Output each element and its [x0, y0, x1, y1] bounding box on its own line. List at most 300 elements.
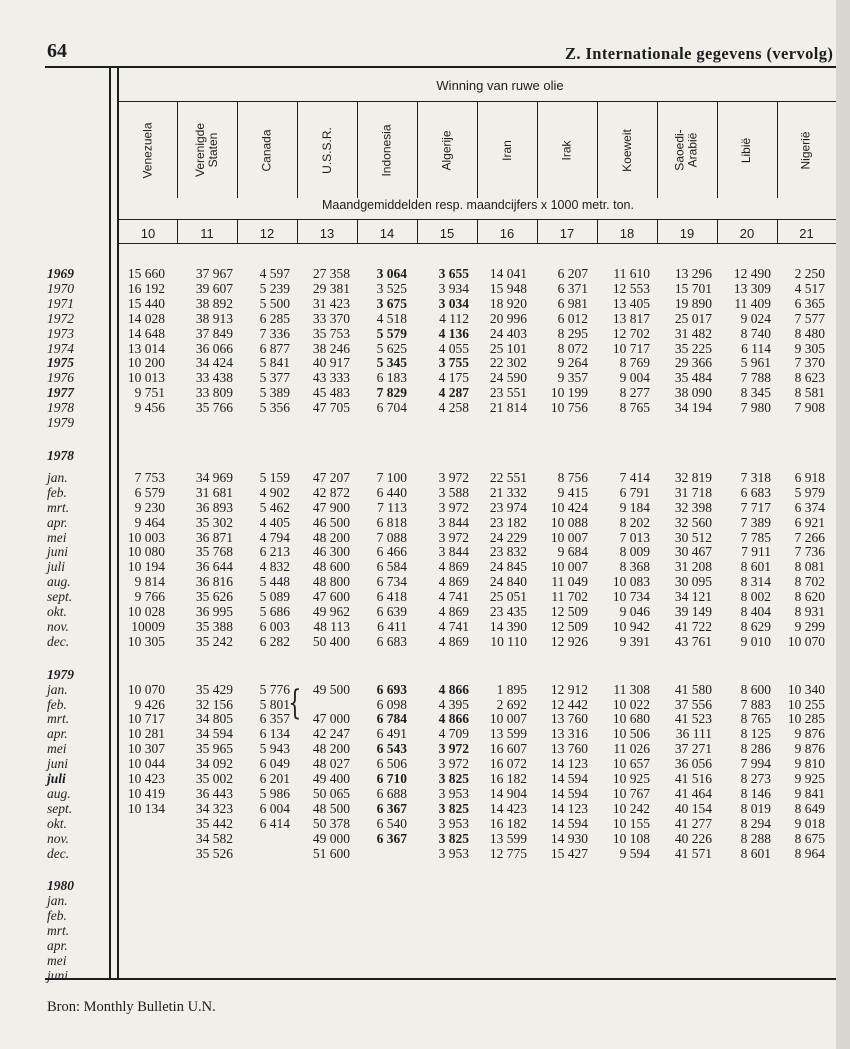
table-cell: 38 913	[195, 310, 233, 326]
page-number: 64	[47, 40, 67, 62]
table-cell: 10 155	[612, 815, 650, 831]
column-header-label: Iran	[499, 139, 514, 161]
table-cell: 41 580	[674, 681, 712, 697]
table-cell: 9 684	[557, 544, 588, 560]
table-cell: 6 285	[259, 310, 290, 326]
column-header	[119, 108, 177, 192]
table-cell: 7 883	[740, 696, 771, 712]
table-cell: 21 814	[489, 400, 527, 416]
table-cell: 10 424	[550, 499, 588, 515]
table-cell: 3 675	[376, 295, 407, 311]
table-cell: 9 357	[557, 370, 588, 386]
table-cell: 10 734	[612, 589, 650, 605]
table-cell: 36 111	[675, 726, 712, 742]
table-cell: 14 041	[489, 266, 527, 281]
table-cell: 35 753	[312, 325, 350, 341]
table-cell: 5 801	[259, 696, 290, 712]
table-cell: 15 660	[127, 266, 165, 281]
table-cell: 4 136	[438, 325, 469, 341]
table-cell: 16 607	[489, 741, 527, 757]
table-cell: 37 271	[674, 741, 712, 757]
table-cell: 7 911	[741, 544, 771, 560]
table-cell: 6 282	[259, 633, 290, 649]
column-number: 12	[259, 226, 275, 241]
table-cell: 46 500	[312, 514, 350, 530]
table-cell: 9 876	[794, 726, 825, 742]
column-number: 16	[499, 226, 515, 241]
column-header-label: Indonesia	[379, 123, 394, 177]
column-number-rule-bottom	[119, 243, 836, 244]
table-cell: 7 336	[259, 325, 290, 341]
table-cell: 23 832	[489, 544, 527, 560]
row-label: dec.	[47, 633, 70, 649]
table-cell: 21 332	[489, 484, 527, 500]
table-cell: 4 741	[438, 618, 469, 634]
row-label: mei	[47, 741, 67, 757]
table-cell: 8 765	[740, 711, 771, 727]
table-super-header: Winning van ruwe olie	[436, 78, 564, 93]
table-cell: 6 466	[376, 544, 407, 560]
table-cell: 4 741	[438, 589, 469, 605]
column-number: 13	[319, 226, 335, 241]
column-header	[297, 108, 357, 192]
table-cell: 34 805	[195, 711, 233, 727]
table-cell: 15 440	[127, 295, 165, 311]
table-cell: 48 027	[312, 756, 350, 772]
table-cell: 6 365	[794, 295, 825, 311]
table-cell: 34 424	[195, 355, 233, 371]
table-cell: 3 844	[438, 544, 469, 560]
table-cell: 16 192	[127, 280, 165, 296]
table-cell: 14 648	[127, 325, 165, 341]
table-cell: 35 002	[195, 771, 233, 786]
table-cell: 10 305	[127, 633, 165, 649]
table-cell: 10 657	[612, 756, 650, 772]
table-cell: 4 866	[438, 681, 469, 697]
table-cell: 10 767	[612, 785, 650, 801]
table-cell: 6 918	[794, 469, 825, 485]
table-cell: 3 844	[438, 514, 469, 530]
row-label: juni	[47, 967, 69, 983]
table-cell: 10 013	[127, 370, 165, 386]
table-cell: 27 358	[312, 266, 350, 281]
table-cell: 9 004	[619, 370, 650, 386]
table-cell: 47 900	[312, 499, 350, 515]
table-cell: 12 702	[612, 325, 650, 341]
table-cell: 5 448	[259, 574, 290, 590]
column-header-label: Venezuela	[140, 121, 155, 179]
table-cell: 35 768	[195, 544, 233, 560]
table-cell: 40 226	[674, 830, 712, 846]
row-label: mrt.	[47, 711, 70, 727]
column-number: 21	[799, 226, 814, 241]
table-cell: 4 055	[438, 340, 469, 356]
table-cell: 32 819	[674, 469, 712, 485]
table-cell: 10 717	[127, 711, 165, 727]
column-header-label: Irak	[559, 139, 574, 161]
row-label: juli	[47, 559, 66, 575]
row-label: sept.	[47, 800, 73, 816]
row-label: juni	[47, 756, 69, 772]
table-cell: 8 273	[740, 771, 771, 786]
table-cell: 35 626	[195, 589, 233, 605]
row-label: feb.	[47, 908, 67, 924]
table-cell: 4 597	[259, 266, 290, 281]
table-cell: 6 367	[376, 800, 407, 816]
table-cell: 15 948	[489, 280, 527, 296]
table-cell: 12 490	[733, 266, 771, 281]
row-label: apr.	[47, 726, 68, 742]
column-number: 10	[140, 226, 156, 241]
table-cell: 4 517	[794, 280, 825, 296]
table-cell: 8 019	[740, 800, 771, 816]
table-cell: 3 972	[438, 741, 469, 757]
table-cell: 6 734	[376, 574, 407, 590]
table-cell: 6 693	[376, 681, 407, 697]
row-label: 1971	[47, 295, 74, 311]
table-cell: 1 895	[496, 681, 527, 697]
table-cell: 13 316	[550, 726, 588, 742]
table-cell: 48 600	[312, 559, 350, 575]
table-cell: 5 625	[376, 340, 407, 356]
row-label: jan.	[47, 893, 68, 909]
table-cell: 13 296	[674, 266, 712, 281]
table-cell: 49 500	[312, 681, 350, 697]
table-cell: 9 464	[134, 514, 165, 530]
section-heading: 1978	[47, 447, 74, 463]
table-cell: 9 230	[134, 499, 165, 515]
table-cell: 8 286	[740, 741, 771, 757]
table-cell: 6 414	[259, 815, 290, 831]
table-cell: 4 287	[438, 385, 469, 401]
row-label: jan.	[47, 681, 68, 697]
table-cell: 31 681	[195, 484, 233, 500]
table-cell: 36 893	[195, 499, 233, 515]
table-cell: 38 246	[312, 340, 350, 356]
column-header-label: Koeweit	[619, 128, 634, 172]
table-cell: 12 912	[550, 681, 588, 697]
table-cell: 14 594	[550, 785, 588, 801]
table-cell: 11 308	[613, 681, 650, 697]
row-label: jan.	[47, 469, 68, 485]
table-cell: 14 123	[550, 800, 588, 816]
table-cell: 14 390	[489, 618, 527, 634]
table-cell: 10 242	[612, 800, 650, 816]
table-cell: 18 920	[489, 295, 527, 311]
table-cell: 6 411	[377, 618, 407, 634]
table-cell: 8 314	[740, 574, 771, 590]
table-cell: 37 849	[195, 325, 233, 341]
page-title: Z. Internationale gegevens (vervolg)	[565, 44, 834, 63]
table-cell: 19 890	[674, 295, 712, 311]
table-cell: 8 620	[794, 589, 825, 605]
row-label: 1974	[47, 340, 74, 356]
row-label: feb.	[47, 696, 67, 712]
table-cell: 11 049	[551, 574, 588, 590]
table-cell: 9 184	[619, 499, 650, 515]
table-cell: 10 070	[127, 681, 165, 697]
table-cell: 7 414	[619, 469, 650, 485]
table-cell: 13 760	[550, 711, 588, 727]
table-cell: 7 753	[134, 469, 165, 485]
table-cell: 29 381	[312, 280, 350, 296]
row-label: 1969	[47, 266, 74, 281]
table-cell: 7 370	[794, 355, 825, 371]
table-cell: 4 405	[259, 514, 290, 530]
table-cell: 50 378	[312, 815, 350, 831]
table-cell: 43 761	[674, 633, 712, 649]
table-cell: 11 610	[613, 266, 650, 281]
row-label: mei	[47, 952, 67, 968]
table-cell: 10 925	[612, 771, 650, 786]
table-cell: 5 356	[259, 400, 290, 416]
table-cell: 34 969	[195, 469, 233, 485]
table-cell: 35 388	[195, 618, 233, 634]
column-header-label: Saoedi- Arabië	[673, 129, 700, 171]
row-label: okt.	[47, 604, 67, 619]
table-cell: 31 423	[312, 295, 350, 311]
table-cell: 36 816	[195, 574, 233, 590]
table-cell: 13 599	[489, 830, 527, 846]
table-cell: 48 200	[312, 529, 350, 545]
table-cell: 31 208	[674, 559, 712, 575]
row-label: 1979	[47, 415, 74, 430]
table-cell: 9 415	[557, 484, 588, 500]
table-cell: 36 644	[195, 559, 233, 575]
table-cell: 34 092	[195, 756, 233, 772]
table-cell: 8 009	[619, 544, 650, 560]
table-cell: 4 902	[259, 484, 290, 500]
table-cell: 35 442	[195, 815, 233, 831]
column-number: 17	[559, 226, 575, 241]
table-cell: 4 175	[438, 370, 469, 386]
table-cell: 5 377	[259, 370, 290, 386]
table-cell: 9 456	[134, 400, 165, 416]
table-cell: 8 002	[740, 589, 771, 605]
table-cell: 5 345	[376, 355, 407, 371]
table-cell: 48 500	[312, 800, 350, 816]
table-cell: 25 017	[674, 310, 712, 326]
table-cell: 13 309	[733, 280, 771, 296]
table-cell: 7 577	[794, 310, 825, 326]
row-label: nov.	[47, 830, 69, 846]
column-header	[177, 108, 237, 192]
table-cell: 3 064	[376, 266, 407, 281]
table-cell: 30 512	[674, 529, 712, 545]
table-cell: 6 683	[740, 484, 771, 500]
table-cell: 10 717	[612, 340, 650, 356]
table-cell: 4 869	[438, 604, 469, 619]
table-cell: 41 277	[674, 815, 712, 831]
table-cell: 50 065	[312, 785, 350, 801]
table-cell: 8 125	[740, 726, 771, 742]
table-cell: 6 704	[376, 400, 407, 416]
table-cell: 9 925	[794, 771, 825, 786]
label-column-divider-inner	[117, 66, 119, 978]
table-cell: 34 323	[195, 800, 233, 816]
table-cell: 23 182	[489, 514, 527, 530]
table-cell: 7 736	[794, 544, 825, 560]
table-cell: 6 357	[259, 711, 290, 727]
table-cell: 36 871	[195, 529, 233, 545]
table-cell: 4 112	[439, 310, 469, 326]
column-header	[657, 108, 717, 192]
table-cell: 8 072	[557, 340, 588, 356]
table-cell: 13 817	[612, 310, 650, 326]
table-cell: 10 007	[550, 529, 588, 545]
table-cell: 10 028	[127, 604, 165, 619]
table-cell: 5 979	[794, 484, 825, 500]
table-cell: 16 182	[489, 771, 527, 786]
table-cell: 5 159	[259, 469, 290, 485]
table-cell: 47 000	[312, 711, 350, 727]
table-cell: 36 056	[674, 756, 712, 772]
column-header-label: Canada	[259, 128, 274, 172]
table-cell: 10 255	[787, 696, 825, 712]
table-cell: 8 765	[619, 400, 650, 416]
table-cell: 39 607	[195, 280, 233, 296]
table-cell: 50 400	[312, 633, 350, 649]
column-number: 18	[619, 226, 635, 241]
table-cell: 3 972	[438, 529, 469, 545]
table-cell: 3 953	[438, 785, 469, 801]
row-label: aug.	[47, 785, 71, 801]
table-cell: 3 953	[438, 815, 469, 831]
row-label: sept.	[47, 589, 73, 605]
row-label: 1976	[47, 370, 74, 386]
table-cell: 7 785	[740, 529, 771, 545]
table-cell: 10 756	[550, 400, 588, 416]
table-cell: 5 686	[259, 604, 290, 619]
table-cell: 3 972	[438, 756, 469, 772]
table-cell: 24 845	[489, 559, 527, 575]
table-cell: 6 003	[259, 618, 290, 634]
table-cell: 47 705	[312, 400, 350, 416]
table-cell: 6 418	[376, 589, 407, 605]
table-cell: 8 756	[557, 469, 588, 485]
table-cell: 5 462	[259, 499, 290, 515]
table-cell: 13 599	[489, 726, 527, 742]
table-cell: 8 740	[740, 325, 771, 341]
table-cell: 7 829	[376, 385, 407, 401]
table-cell: 6 921	[794, 514, 825, 530]
table-cell: 35 965	[195, 741, 233, 757]
table-cell: 7 266	[794, 529, 825, 545]
table-cell: 38 892	[195, 295, 233, 311]
table-cell: 8 480	[794, 325, 825, 341]
table-cell: 48 200	[312, 741, 350, 757]
table-cell: 7 389	[740, 514, 771, 530]
table-cell: 2 692	[496, 696, 527, 712]
table-cell: 3 655	[438, 266, 469, 281]
table-cell: 34 194	[674, 400, 712, 416]
table-cell: 7 980	[740, 400, 771, 416]
table-cell: 30 095	[674, 574, 712, 590]
table-cell: 9 024	[740, 310, 771, 326]
table-cell: 22 302	[489, 355, 527, 371]
table-cell: 49 962	[312, 604, 350, 619]
table-cell: 8 769	[619, 355, 650, 371]
table-cell: 6 877	[259, 340, 290, 356]
table-cell: 5 089	[259, 589, 290, 605]
table-cell: 8 581	[794, 385, 825, 401]
table-cell: 7 113	[377, 499, 407, 515]
table-cell: 41 464	[674, 785, 712, 801]
table-cell: 41 571	[674, 845, 712, 861]
table-cell: 10 070	[787, 633, 825, 649]
table-cell: 8 675	[794, 830, 825, 846]
table-cell: 12 509	[550, 604, 588, 619]
table-cell: 35 484	[674, 370, 712, 386]
table-cell: 10 110	[490, 633, 527, 649]
table-cell: 3 972	[438, 469, 469, 485]
table-cell: 10 340	[787, 681, 825, 697]
table-cell: 9 814	[134, 574, 165, 590]
table-cell: 15 701	[674, 280, 712, 296]
column-header	[417, 108, 477, 192]
table-cell: 8 277	[619, 385, 650, 401]
table-cell: 7 013	[619, 529, 650, 545]
column-header	[357, 108, 417, 192]
table-cell: 8 288	[740, 830, 771, 846]
bottom-rule	[45, 978, 836, 980]
table-cell: 38 090	[674, 385, 712, 401]
table-cell: 3 825	[438, 800, 469, 816]
table-cell: 9 766	[134, 589, 165, 605]
table-cell: 9 305	[794, 340, 825, 356]
table-cell: 14 594	[550, 815, 588, 831]
table-cell: 10 200	[127, 355, 165, 371]
table-cell: 9 018	[794, 815, 825, 831]
table-cell: 47 600	[312, 589, 350, 605]
table-cell: 3 953	[438, 845, 469, 861]
table-cell: 39 149	[674, 604, 712, 619]
column-header	[537, 108, 597, 192]
row-label: feb.	[47, 484, 67, 500]
row-label: 1975	[47, 355, 74, 371]
table-cell: 6 374	[794, 499, 825, 515]
table-cell: 40 917	[312, 355, 350, 371]
table-cell: 5 776	[259, 681, 290, 697]
table-cell: 49 000	[312, 830, 350, 846]
table-cell: 10 680	[612, 711, 650, 727]
table-cell: 10 108	[612, 830, 650, 846]
table-cell: 6 098	[376, 696, 407, 712]
table-cell: 3 034	[438, 295, 469, 311]
table-cell: 5 986	[259, 785, 290, 801]
row-label: mrt.	[47, 923, 70, 939]
table-cell: 6 981	[557, 295, 588, 311]
table-cell: 10 088	[550, 514, 588, 530]
table-cell: 4 518	[376, 310, 407, 326]
table-cell: 35 429	[195, 681, 233, 697]
table-cell: 6 791	[619, 484, 650, 500]
table-cell: 33 370	[312, 310, 350, 326]
table-cell: 34 121	[674, 589, 712, 605]
section-heading: 1980	[47, 878, 74, 894]
label-column-divider	[109, 66, 111, 978]
table-cell: 5 841	[259, 355, 290, 371]
table-cell: 32 560	[674, 514, 712, 530]
table-cell: 6 004	[259, 800, 290, 816]
table-cell: 41 516	[674, 771, 712, 786]
table-cell: 5 943	[259, 741, 290, 757]
table-cell: 3 934	[438, 280, 469, 296]
table-cell: 10 285	[787, 711, 825, 727]
table-cell: 7 100	[376, 469, 407, 485]
table-cell: 8 368	[619, 559, 650, 575]
table-cell: 6 543	[376, 741, 407, 757]
